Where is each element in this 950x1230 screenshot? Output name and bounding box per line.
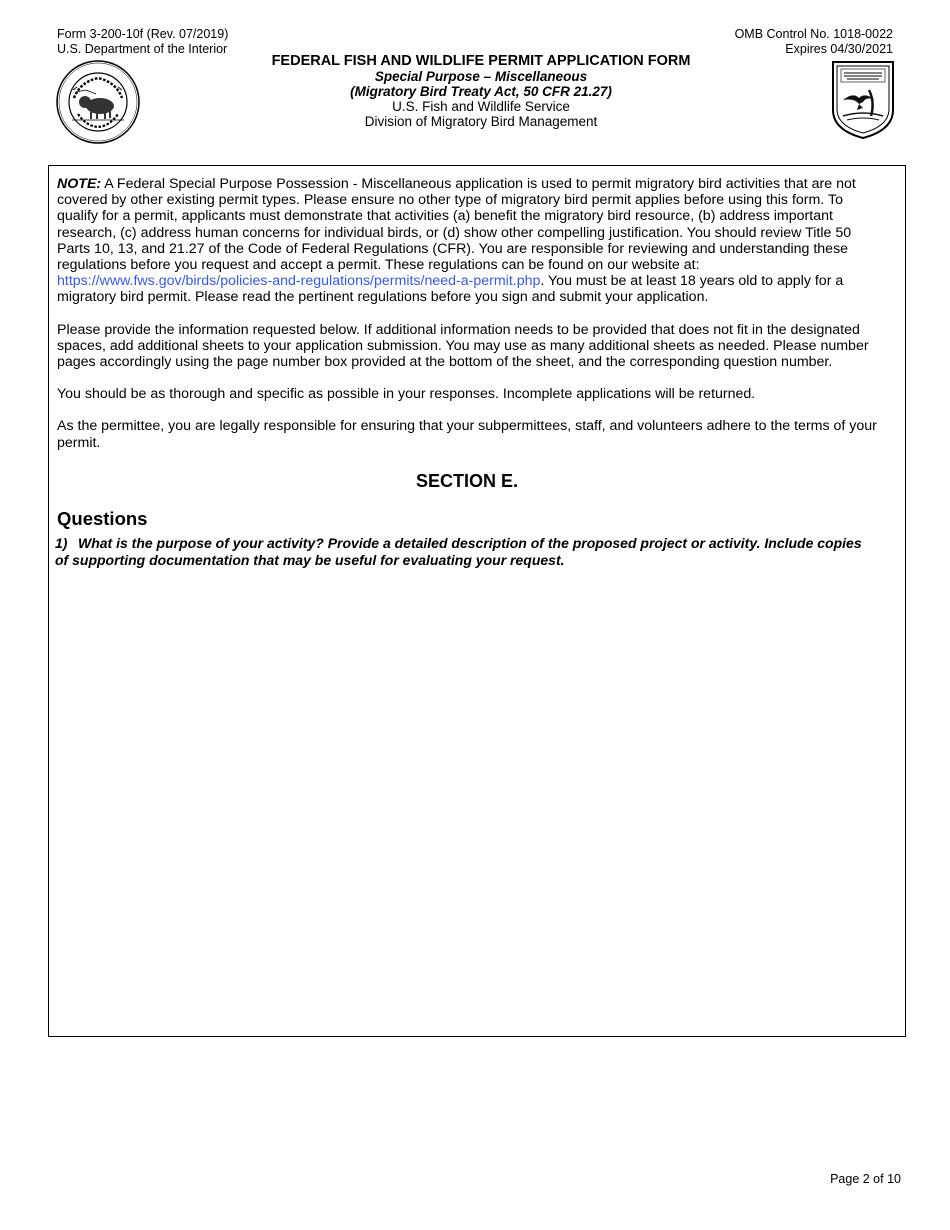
form-title: FEDERAL FISH AND WILDLIFE PERMIT APPLICATION FORM	[271, 53, 691, 69]
fws-shield-icon	[829, 58, 897, 140]
questions-heading: Questions	[57, 508, 148, 530]
page-number: Page 2 of 10	[830, 1172, 901, 1186]
note-text-continued: . You must be at least 18 years old to apply for a migratory bird permit. Please read the pertinent regulations before you sign and submit your application.	[57, 273, 844, 306]
note-text: A Federal Special Purpose Possession - Miscellaneous application is used to permit migratory bird activities that are not covered by other existing permit types. Please ensure no other type of migratory bird permit applies before using this form. To qualify for a permit, applicants must demonstrate that activities (a) benefit the migratory bird resource, (b) address important research, (c) address human concerns for individual birds, or (d) show other compelling justification. You should review Title 50 Parts 10, 13, and 21.27 of the Code of Federal Regulations (CFR). You are responsible for reviewing and understanding these regulations before you request and accept a permit. These regulations can be found on our website at:	[57, 176, 856, 274]
omb-control-number: OMB Control No. 1018-0022	[734, 27, 893, 41]
division-name: Division of Migratory Bird Management	[364, 114, 598, 129]
department-name: U.S. Department of the Interior	[57, 42, 228, 56]
regulations-link[interactable]: https://www.fws.gov/birds/policies-and-regulations/permits/need-a-permit.php	[57, 273, 541, 290]
note-label: NOTE:	[57, 176, 102, 192]
form-content	[57, 176, 877, 569]
doi-seal-icon	[56, 60, 140, 144]
note-paragraph	[57, 176, 877, 306]
header-title-block	[200, 53, 762, 129]
instructions-paragraph: Please provide the information requested below. If additional information needs to be provided that does not fit in the designated spaces, add additional sheets to your application submission. You may use as many additional sheets as needed. Please number pages accordingly using the page number box provided at the bottom of the sheet, and the corresponding question number.	[57, 321, 869, 371]
thoroughness-paragraph: You should be as thorough and specific as possible in your responses. Incomplete applications will be returned.	[57, 386, 756, 403]
form-authority: (Migratory Bird Treaty Act, 50 CFR 21.27)	[350, 84, 612, 99]
section-title: SECTION E.	[415, 470, 518, 491]
form-number: Form 3-200-10f (Rev. 07/2019)	[57, 27, 229, 41]
permittee-responsibility-paragraph: As the permittee, you are legally responsible for ensuring that your subpermittees, staff, and volunteers adhere to the terms of your permit.	[57, 418, 877, 451]
expiration-date: Expires 04/30/2021	[785, 42, 893, 56]
question-1-number: 1)	[55, 535, 68, 552]
agency-name: U.S. Fish and Wildlife Service	[392, 99, 570, 114]
question-1	[55, 535, 877, 569]
question-1-text: What is the purpose of your activity? Provide a detailed description of the proposed project or activity. Include copies of supporting documentation that may be useful for evaluating your request.	[55, 535, 862, 569]
form-subtitle: Special Purpose – Miscellaneous	[374, 69, 588, 84]
